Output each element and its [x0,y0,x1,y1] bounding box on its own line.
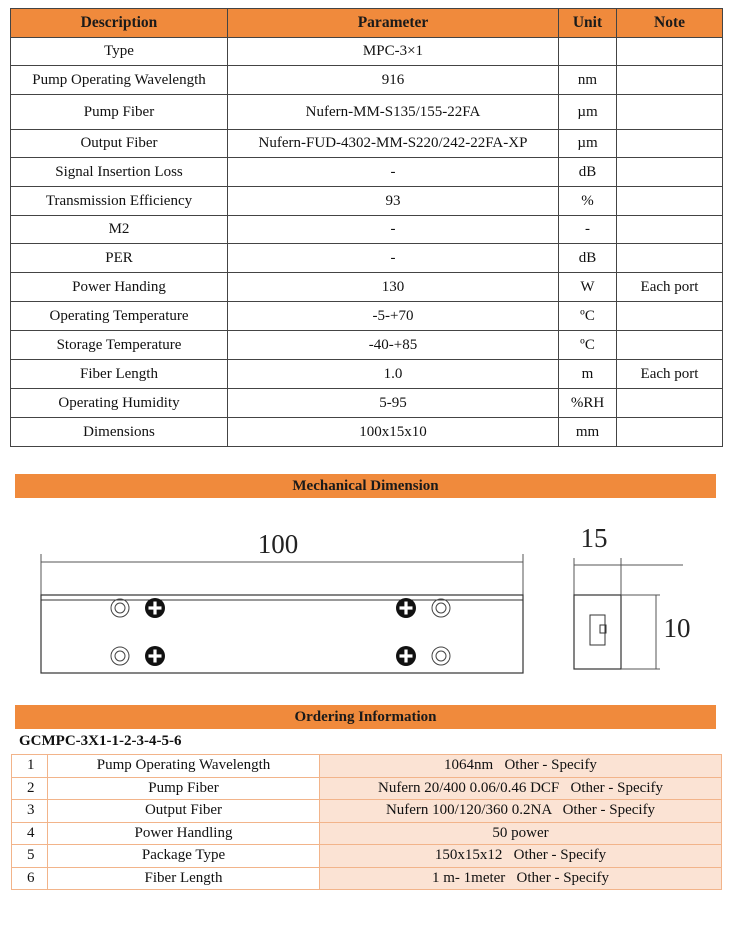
order-options-cell: 1064nm Other - Specify [320,755,722,778]
order-item-cell: Output Fiber [48,800,320,823]
spec-note-cell [617,389,723,418]
spec-table-body [11,38,723,447]
order-number-cell: 6 [12,867,48,890]
order-options-cell: 50 power [320,822,722,845]
spec-description-cell: Signal Insertion Loss [11,158,228,187]
spec-row [11,158,723,187]
spec-note-cell [617,38,723,66]
header-parameter: Parameter [228,9,559,38]
spec-parameter-cell: -40-+85 [228,331,559,360]
spec-note-cell [617,244,723,273]
spec-unit-cell: µm [559,130,617,158]
header-description: Description [11,9,228,38]
spec-description-cell: Operating Humidity [11,389,228,418]
order-item-cell: Pump Operating Wavelength [48,755,320,778]
header-note: Note [617,9,723,38]
length-dimension [41,554,523,595]
spec-parameter-cell: - [228,216,559,244]
spec-unit-cell: % [559,187,617,216]
spec-description-cell: Dimensions [11,418,228,447]
order-item-cell: Package Type [48,845,320,868]
spec-note-cell [617,187,723,216]
spec-parameter-cell: 916 [228,66,559,95]
spec-row [11,418,723,447]
spec-parameter-cell: 100x15x10 [228,418,559,447]
order-options-cell: 150x15x12 Other - Specify [320,845,722,868]
spec-row [11,130,723,158]
spec-unit-cell: ºC [559,302,617,331]
spec-description-cell: Operating Temperature [11,302,228,331]
spec-parameter-cell: -5-+70 [228,302,559,331]
spec-row [11,273,723,302]
order-item-cell: Fiber Length [48,867,320,890]
spec-description-cell: Pump Fiber [11,95,228,130]
order-row [12,845,722,868]
spec-description-cell: Storage Temperature [11,331,228,360]
order-row [12,755,722,778]
order-row [12,867,722,890]
spec-row [11,389,723,418]
height-dimension [621,595,660,669]
spec-unit-cell [559,38,617,66]
mechanical-drawing [0,515,732,675]
spec-note-cell [617,331,723,360]
screw-icon [396,598,416,618]
height-label: 10 [663,613,691,643]
spec-note-cell [617,302,723,331]
width-label: 15 [580,523,608,553]
spec-parameter-cell: 1.0 [228,360,559,389]
screw-icon [145,646,165,666]
mechanical-dimension-banner: Mechanical Dimension [15,474,716,498]
header-unit: Unit [559,9,617,38]
spec-row [11,216,723,244]
order-row [12,822,722,845]
spec-unit-cell: %RH [559,389,617,418]
spec-row [11,360,723,389]
spec-note-cell [617,418,723,447]
spec-parameter-cell: - [228,158,559,187]
ordering-code: GCMPC-3X1-1-2-3-4-5-6 [19,733,182,749]
spec-description-cell: Transmission Efficiency [11,187,228,216]
order-row [12,800,722,823]
order-options-cell: 1 m- 1meter Other - Specify [320,867,722,890]
spec-unit-cell: µm [559,95,617,130]
spec-row [11,66,723,95]
order-number-cell: 4 [12,822,48,845]
spec-parameter-cell: Nufern-FUD-4302-MM-S220/242-22FA-XP [228,130,559,158]
spec-note-cell [617,130,723,158]
length-label: 100 [257,529,299,559]
spec-note-cell [617,216,723,244]
spec-unit-cell: dB [559,244,617,273]
spec-row [11,244,723,273]
order-number-cell: 2 [12,777,48,800]
spec-unit-cell: ºC [559,331,617,360]
spec-note-cell [617,158,723,187]
order-options-cell: Nufern 20/400 0.06/0.46 DCF Other - Specify [320,777,722,800]
spec-unit-cell: - [559,216,617,244]
order-options-cell: Nufern 100/120/360 0.2NA Other - Specify [320,800,722,823]
ordering-information-banner: Ordering Information [15,705,716,729]
spec-unit-cell: dB [559,158,617,187]
spec-description-cell: M2 [11,216,228,244]
spec-row [11,331,723,360]
spec-parameter-cell: MPC-3×1 [228,38,559,66]
spec-note-cell: Each port [617,273,723,302]
spec-row [11,95,723,130]
ordering-table-body [12,755,722,890]
spec-parameter-cell: - [228,244,559,273]
spec-parameter-cell: 130 [228,273,559,302]
spec-note-cell: Each port [617,360,723,389]
spec-description-cell: Output Fiber [11,130,228,158]
spec-description-cell: Fiber Length [11,360,228,389]
spec-description-cell: Type [11,38,228,66]
spec-parameter-cell: 5-95 [228,389,559,418]
width-dimension [574,558,683,595]
spec-note-cell [617,95,723,130]
order-item-cell: Pump Fiber [48,777,320,800]
order-number-cell: 1 [12,755,48,778]
spec-description-cell: Power Handing [11,273,228,302]
spec-description-cell: Pump Operating Wavelength [11,66,228,95]
spec-description-cell: PER [11,244,228,273]
screw-icon [396,646,416,666]
spec-unit-cell: mm [559,418,617,447]
spec-unit-cell: W [559,273,617,302]
spec-note-cell [617,66,723,95]
order-row [12,777,722,800]
order-number-cell: 5 [12,845,48,868]
spec-parameter-cell: 93 [228,187,559,216]
spec-row [11,302,723,331]
spec-row [11,38,723,66]
spec-row [11,187,723,216]
module-side-view [574,595,621,669]
order-item-cell: Power Handling [48,822,320,845]
ordering-table [11,754,722,890]
order-number-cell: 3 [12,800,48,823]
spec-header-row [11,9,723,38]
spec-parameter-cell: Nufern-MM-S135/155-22FA [228,95,559,130]
spec-table [10,8,723,447]
screw-icon [145,598,165,618]
spec-unit-cell: nm [559,66,617,95]
spec-unit-cell: m [559,360,617,389]
